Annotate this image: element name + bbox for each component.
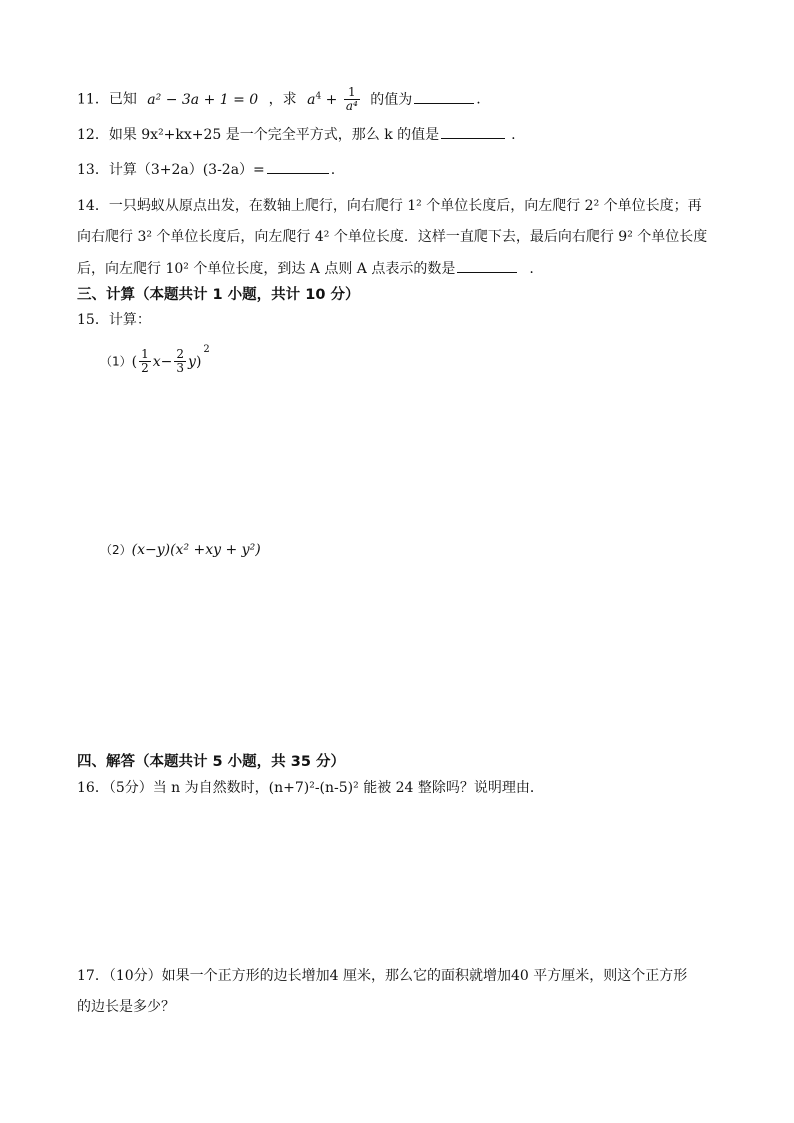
q11-end: . [476,91,481,108]
q14-answer-blank[interactable] [457,258,517,273]
question-14-line-2: 向右爬行 3² 个单位长度后，向左爬行 4² 个单位长度．这样一直爬下去，最后向右爬行 9² 个单位长度 [77,229,708,245]
q14-end: . [529,261,534,277]
q13-answer-blank[interactable] [267,159,329,174]
question-15-part-1 [100,343,210,375]
q15-part-1-expression: ( $\frac{1}{2}$ x− $\frac{2}{3}$ y)$^2$ [131,343,210,375]
q14-line-3-text: 后，向左爬行 10² 个单位长度，到达 A 点则 A 点表示的数是 [77,261,456,277]
q12-text: 12．如果 9x²+kx+25 是一个完全平方式，那么 k 的值是 [77,127,440,143]
q12-end: . [511,127,516,143]
q11-equation: a² − 3a + 1 = 0 [147,91,259,108]
q11-prefix: 11．已知 [77,91,137,108]
q11-mid: ，求 [268,91,297,108]
q15-part-2-expression: (x−y)(x² +xy + y²) [131,542,261,558]
section-3-heading: 三、计算（本题共计 1 小题，共计 10 分） [77,287,360,303]
question-15-prompt: 15．计算： [77,312,151,328]
q13-end: . [330,162,336,178]
section-4-heading: 四、解答（本题共计 5 小题，共 35 分） [77,754,345,770]
q11-suffix: 的值为 [370,91,413,108]
question-13 [77,159,335,180]
question-11 [77,86,481,113]
question-12 [77,124,516,145]
question-15-part-2 [100,540,261,560]
q13-text: 13．计算（3+2a）(3-2a）= [77,162,265,178]
q11-expression: $a^4$ + $\frac{1}{\text{a⁴}}$ [307,85,358,113]
q15-part-2-label: （2） [100,543,132,557]
question-14-line-3 [77,258,534,279]
question-17-line-2: 的边长是多少？ [77,999,175,1015]
q11-answer-blank[interactable] [414,89,474,104]
q11-fraction: $\frac{1}{\text{a⁴}}$ [345,85,358,113]
question-14-line-1: 14．一只蚂蚁从原点出发，在数轴上爬行，向右爬行 1² 个单位长度后，向左爬行 2² 个单位长度；再 [77,198,702,214]
q15-part-1-label: （1） [100,354,132,369]
question-16: 16．（5分）当 n 为自然数时，(n+7)²-(n-5)² 能被 24 整除吗？说明理由． [77,780,544,796]
q12-answer-blank[interactable] [441,124,505,139]
question-17-line-1: 17．（10分）如果一个正方形的边长增加4 厘米，那么它的面积就增加40 平方厘米，则这个正方形 [77,968,688,984]
